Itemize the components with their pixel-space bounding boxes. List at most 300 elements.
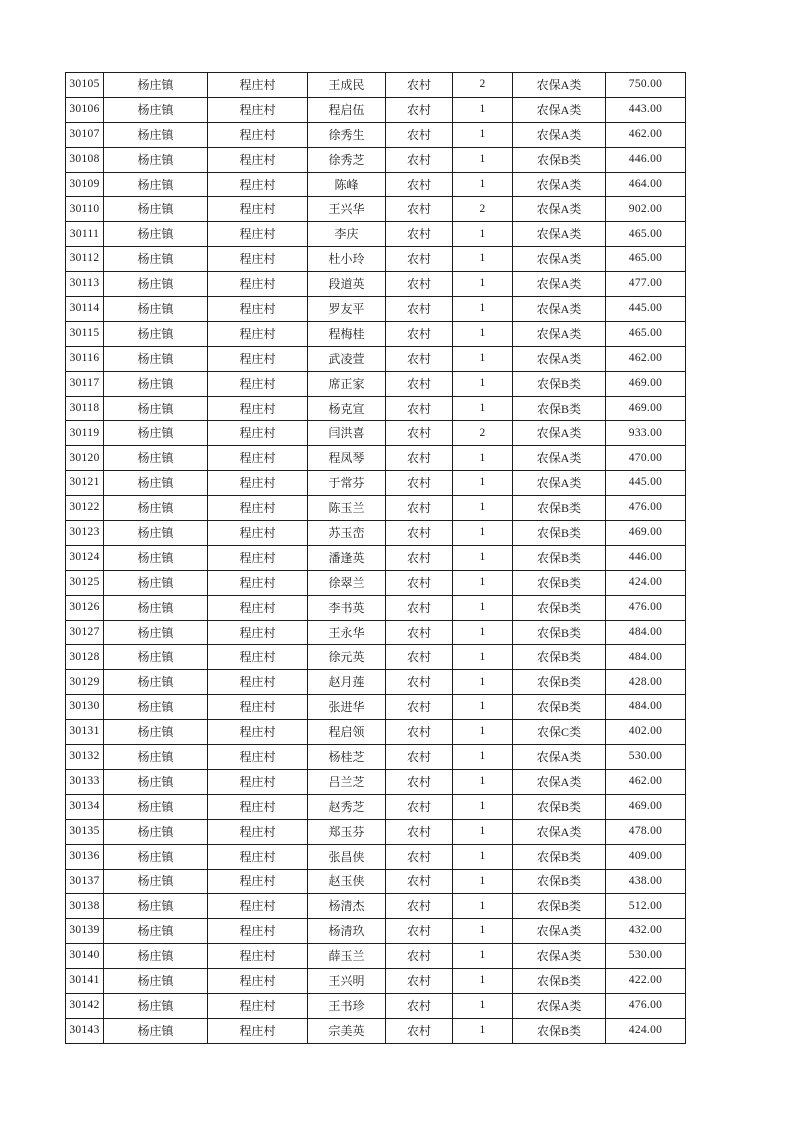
table-row: [66, 247, 686, 272]
cell-insurance-category: 农保A类: [513, 73, 606, 98]
cell-residence-type: 农村: [386, 894, 453, 919]
cell-person-name: 陈玉兰: [308, 496, 386, 521]
cell-village: 程庄村: [208, 794, 308, 819]
cell-residence-type: 农村: [386, 471, 453, 496]
cell-insurance-category: 农保A类: [513, 446, 606, 471]
cell-village: 程庄村: [208, 769, 308, 794]
cell-person-name: 王永华: [308, 620, 386, 645]
cell-person-name: 苏玉峦: [308, 521, 386, 546]
cell-insurance-category: 农保B类: [513, 570, 606, 595]
cell-person-count: 1: [453, 1018, 513, 1043]
cell-person-count: 1: [453, 147, 513, 172]
cell-town: 杨庄镇: [104, 570, 208, 595]
cell-town: 杨庄镇: [104, 496, 208, 521]
table-row: [66, 869, 686, 894]
cell-record-id: 30130: [66, 695, 104, 720]
cell-insurance-category: 农保A类: [513, 919, 606, 944]
table-row: [66, 769, 686, 794]
cell-person-name: 程启伍: [308, 97, 386, 122]
cell-record-id: 30138: [66, 894, 104, 919]
cell-person-count: 1: [453, 545, 513, 570]
cell-residence-type: 农村: [386, 346, 453, 371]
cell-town: 杨庄镇: [104, 147, 208, 172]
cell-amount: 402.00: [606, 720, 686, 745]
cell-person-count: 1: [453, 720, 513, 745]
cell-town: 杨庄镇: [104, 471, 208, 496]
table-row: [66, 570, 686, 595]
cell-amount: 462.00: [606, 346, 686, 371]
cell-person-count: 1: [453, 695, 513, 720]
cell-village: 程庄村: [208, 869, 308, 894]
table-row: [66, 272, 686, 297]
cell-record-id: 30126: [66, 595, 104, 620]
cell-record-id: 30140: [66, 944, 104, 969]
table-row: [66, 521, 686, 546]
cell-town: 杨庄镇: [104, 222, 208, 247]
cell-residence-type: 农村: [386, 969, 453, 994]
cell-amount: 469.00: [606, 396, 686, 421]
cell-town: 杨庄镇: [104, 297, 208, 322]
table-row: [66, 969, 686, 994]
cell-person-name: 赵秀芝: [308, 794, 386, 819]
cell-residence-type: 农村: [386, 446, 453, 471]
cell-residence-type: 农村: [386, 844, 453, 869]
cell-village: 程庄村: [208, 993, 308, 1018]
cell-person-name: 罗友平: [308, 297, 386, 322]
cell-residence-type: 农村: [386, 97, 453, 122]
cell-town: 杨庄镇: [104, 745, 208, 770]
cell-insurance-category: 农保A类: [513, 471, 606, 496]
cell-person-name: 王书珍: [308, 993, 386, 1018]
cell-amount: 484.00: [606, 620, 686, 645]
cell-record-id: 30109: [66, 172, 104, 197]
cell-person-count: 1: [453, 670, 513, 695]
cell-village: 程庄村: [208, 570, 308, 595]
cell-residence-type: 农村: [386, 869, 453, 894]
cell-town: 杨庄镇: [104, 396, 208, 421]
cell-person-count: 2: [453, 197, 513, 222]
cell-insurance-category: 农保A类: [513, 745, 606, 770]
cell-person-name: 武凌萱: [308, 346, 386, 371]
cell-amount: 465.00: [606, 321, 686, 346]
cell-person-name: 赵玉侠: [308, 869, 386, 894]
cell-residence-type: 农村: [386, 620, 453, 645]
cell-village: 程庄村: [208, 545, 308, 570]
cell-amount: 484.00: [606, 695, 686, 720]
cell-town: 杨庄镇: [104, 521, 208, 546]
cell-village: 程庄村: [208, 919, 308, 944]
cell-residence-type: 农村: [386, 421, 453, 446]
cell-person-name: 闫洪喜: [308, 421, 386, 446]
cell-town: 杨庄镇: [104, 421, 208, 446]
cell-record-id: 30124: [66, 545, 104, 570]
cell-town: 杨庄镇: [104, 545, 208, 570]
cell-record-id: 30105: [66, 73, 104, 98]
cell-insurance-category: 农保B类: [513, 844, 606, 869]
cell-person-name: 杨克宣: [308, 396, 386, 421]
cell-town: 杨庄镇: [104, 122, 208, 147]
cell-insurance-category: 农保A类: [513, 346, 606, 371]
cell-person-name: 张进华: [308, 695, 386, 720]
cell-person-name: 程梅桂: [308, 321, 386, 346]
cell-record-id: 30119: [66, 421, 104, 446]
cell-residence-type: 农村: [386, 247, 453, 272]
cell-village: 程庄村: [208, 496, 308, 521]
cell-person-name: 吕兰芝: [308, 769, 386, 794]
cell-record-id: 30129: [66, 670, 104, 695]
cell-residence-type: 农村: [386, 794, 453, 819]
cell-amount: 438.00: [606, 869, 686, 894]
cell-village: 程庄村: [208, 1018, 308, 1043]
table-row: [66, 346, 686, 371]
table-row: [66, 297, 686, 322]
cell-village: 程庄村: [208, 645, 308, 670]
cell-amount: 469.00: [606, 794, 686, 819]
cell-record-id: 30141: [66, 969, 104, 994]
cell-town: 杨庄镇: [104, 969, 208, 994]
cell-insurance-category: 农保A类: [513, 993, 606, 1018]
cell-town: 杨庄镇: [104, 446, 208, 471]
cell-insurance-category: 农保B类: [513, 521, 606, 546]
cell-insurance-category: 农保A类: [513, 247, 606, 272]
cell-residence-type: 农村: [386, 919, 453, 944]
table-row: [66, 73, 686, 98]
cell-person-name: 郑玉芬: [308, 819, 386, 844]
cell-person-count: 2: [453, 73, 513, 98]
cell-town: 杨庄镇: [104, 272, 208, 297]
cell-record-id: 30111: [66, 222, 104, 247]
cell-record-id: 30132: [66, 745, 104, 770]
cell-residence-type: 农村: [386, 745, 453, 770]
cell-amount: 424.00: [606, 570, 686, 595]
cell-person-name: 张昌侠: [308, 844, 386, 869]
cell-person-name: 宗美英: [308, 1018, 386, 1043]
cell-town: 杨庄镇: [104, 595, 208, 620]
cell-residence-type: 农村: [386, 819, 453, 844]
cell-amount: 469.00: [606, 521, 686, 546]
table-row: [66, 222, 686, 247]
cell-record-id: 30128: [66, 645, 104, 670]
cell-village: 程庄村: [208, 944, 308, 969]
cell-town: 杨庄镇: [104, 321, 208, 346]
cell-person-count: 1: [453, 346, 513, 371]
cell-amount: 446.00: [606, 545, 686, 570]
cell-person-count: 1: [453, 446, 513, 471]
cell-insurance-category: 农保A类: [513, 222, 606, 247]
table-row: [66, 645, 686, 670]
cell-insurance-category: 农保B类: [513, 147, 606, 172]
cell-village: 程庄村: [208, 670, 308, 695]
table-row: [66, 471, 686, 496]
cell-residence-type: 农村: [386, 147, 453, 172]
cell-person-name: 徐秀芝: [308, 147, 386, 172]
cell-village: 程庄村: [208, 197, 308, 222]
table-row: [66, 720, 686, 745]
pension-roster-table: [65, 72, 686, 1044]
cell-person-name: 徐翠兰: [308, 570, 386, 595]
cell-record-id: 30120: [66, 446, 104, 471]
cell-residence-type: 农村: [386, 695, 453, 720]
cell-insurance-category: 农保A类: [513, 197, 606, 222]
table-row: [66, 147, 686, 172]
cell-insurance-category: 农保A类: [513, 97, 606, 122]
cell-insurance-category: 农保A类: [513, 272, 606, 297]
cell-village: 程庄村: [208, 297, 308, 322]
cell-insurance-category: 农保B类: [513, 620, 606, 645]
cell-record-id: 30134: [66, 794, 104, 819]
cell-insurance-category: 农保A类: [513, 944, 606, 969]
table-row: [66, 496, 686, 521]
cell-amount: 424.00: [606, 1018, 686, 1043]
cell-village: 程庄村: [208, 147, 308, 172]
table-row: [66, 396, 686, 421]
table-row: [66, 122, 686, 147]
cell-insurance-category: 农保B类: [513, 794, 606, 819]
cell-person-count: 1: [453, 396, 513, 421]
cell-person-count: 1: [453, 993, 513, 1018]
cell-person-count: 1: [453, 645, 513, 670]
cell-village: 程庄村: [208, 745, 308, 770]
cell-village: 程庄村: [208, 97, 308, 122]
cell-village: 程庄村: [208, 720, 308, 745]
cell-insurance-category: 农保A类: [513, 819, 606, 844]
cell-person-name: 潘逢英: [308, 545, 386, 570]
cell-person-name: 徐元英: [308, 645, 386, 670]
cell-amount: 445.00: [606, 471, 686, 496]
cell-record-id: 30123: [66, 521, 104, 546]
cell-town: 杨庄镇: [104, 844, 208, 869]
cell-residence-type: 农村: [386, 371, 453, 396]
cell-insurance-category: 农保B类: [513, 670, 606, 695]
cell-person-name: 程凤琴: [308, 446, 386, 471]
cell-residence-type: 农村: [386, 396, 453, 421]
cell-person-name: 杨桂芝: [308, 745, 386, 770]
table-row: [66, 371, 686, 396]
table-row: [66, 919, 686, 944]
cell-person-count: 1: [453, 297, 513, 322]
cell-record-id: 30133: [66, 769, 104, 794]
table-row: [66, 944, 686, 969]
cell-insurance-category: 农保B类: [513, 595, 606, 620]
cell-person-name: 李庆: [308, 222, 386, 247]
cell-town: 杨庄镇: [104, 794, 208, 819]
cell-record-id: 30136: [66, 844, 104, 869]
table-row: [66, 745, 686, 770]
cell-amount: 750.00: [606, 73, 686, 98]
cell-person-count: 1: [453, 869, 513, 894]
cell-person-count: 1: [453, 819, 513, 844]
cell-person-name: 杨清杰: [308, 894, 386, 919]
table-row: [66, 595, 686, 620]
cell-insurance-category: 农保A类: [513, 321, 606, 346]
cell-person-count: 1: [453, 919, 513, 944]
cell-person-count: 1: [453, 471, 513, 496]
cell-person-name: 赵月莲: [308, 670, 386, 695]
cell-village: 程庄村: [208, 73, 308, 98]
cell-insurance-category: 农保C类: [513, 720, 606, 745]
cell-town: 杨庄镇: [104, 645, 208, 670]
cell-person-count: 1: [453, 894, 513, 919]
cell-village: 程庄村: [208, 894, 308, 919]
cell-town: 杨庄镇: [104, 819, 208, 844]
cell-town: 杨庄镇: [104, 720, 208, 745]
cell-residence-type: 农村: [386, 769, 453, 794]
cell-village: 程庄村: [208, 819, 308, 844]
cell-insurance-category: 农保B类: [513, 695, 606, 720]
cell-residence-type: 农村: [386, 297, 453, 322]
cell-insurance-category: 农保A类: [513, 122, 606, 147]
cell-insurance-category: 农保B类: [513, 371, 606, 396]
cell-amount: 477.00: [606, 272, 686, 297]
cell-amount: 432.00: [606, 919, 686, 944]
cell-record-id: 30137: [66, 869, 104, 894]
cell-person-count: 1: [453, 97, 513, 122]
cell-amount: 465.00: [606, 222, 686, 247]
cell-insurance-category: 农保B类: [513, 894, 606, 919]
cell-village: 程庄村: [208, 595, 308, 620]
cell-amount: 443.00: [606, 97, 686, 122]
cell-insurance-category: 农保B类: [513, 396, 606, 421]
cell-town: 杨庄镇: [104, 97, 208, 122]
cell-town: 杨庄镇: [104, 869, 208, 894]
table-row: [66, 545, 686, 570]
cell-insurance-category: 农保B类: [513, 645, 606, 670]
cell-person-name: 席正家: [308, 371, 386, 396]
cell-amount: 484.00: [606, 645, 686, 670]
cell-amount: 933.00: [606, 421, 686, 446]
cell-person-name: 杨清玖: [308, 919, 386, 944]
cell-insurance-category: 农保B类: [513, 545, 606, 570]
cell-person-count: 1: [453, 570, 513, 595]
cell-town: 杨庄镇: [104, 172, 208, 197]
cell-amount: 476.00: [606, 496, 686, 521]
cell-residence-type: 农村: [386, 993, 453, 1018]
table-row: [66, 197, 686, 222]
cell-residence-type: 农村: [386, 197, 453, 222]
cell-person-name: 王成民: [308, 73, 386, 98]
cell-person-name: 王兴明: [308, 969, 386, 994]
cell-amount: 470.00: [606, 446, 686, 471]
cell-person-name: 杜小玲: [308, 247, 386, 272]
cell-record-id: 30142: [66, 993, 104, 1018]
cell-village: 程庄村: [208, 346, 308, 371]
cell-person-name: 李书英: [308, 595, 386, 620]
cell-record-id: 30106: [66, 97, 104, 122]
table-row: [66, 1018, 686, 1043]
cell-town: 杨庄镇: [104, 371, 208, 396]
cell-amount: 530.00: [606, 745, 686, 770]
cell-town: 杨庄镇: [104, 993, 208, 1018]
cell-record-id: 30107: [66, 122, 104, 147]
cell-person-count: 1: [453, 321, 513, 346]
cell-person-count: 1: [453, 521, 513, 546]
cell-town: 杨庄镇: [104, 695, 208, 720]
cell-village: 程庄村: [208, 122, 308, 147]
cell-town: 杨庄镇: [104, 620, 208, 645]
cell-record-id: 30139: [66, 919, 104, 944]
cell-residence-type: 农村: [386, 1018, 453, 1043]
cell-village: 程庄村: [208, 969, 308, 994]
cell-town: 杨庄镇: [104, 1018, 208, 1043]
cell-person-count: 1: [453, 222, 513, 247]
cell-person-name: 程启领: [308, 720, 386, 745]
cell-village: 程庄村: [208, 222, 308, 247]
cell-residence-type: 农村: [386, 545, 453, 570]
cell-person-count: 1: [453, 247, 513, 272]
cell-village: 程庄村: [208, 272, 308, 297]
cell-residence-type: 农村: [386, 595, 453, 620]
cell-residence-type: 农村: [386, 521, 453, 546]
cell-village: 程庄村: [208, 471, 308, 496]
cell-insurance-category: 农保A类: [513, 297, 606, 322]
cell-person-count: 1: [453, 844, 513, 869]
cell-amount: 422.00: [606, 969, 686, 994]
cell-town: 杨庄镇: [104, 346, 208, 371]
cell-town: 杨庄镇: [104, 197, 208, 222]
cell-amount: 462.00: [606, 769, 686, 794]
table-row: [66, 620, 686, 645]
cell-person-count: 1: [453, 794, 513, 819]
cell-record-id: 30127: [66, 620, 104, 645]
cell-residence-type: 农村: [386, 720, 453, 745]
cell-person-count: 1: [453, 969, 513, 994]
cell-village: 程庄村: [208, 446, 308, 471]
cell-insurance-category: 农保A类: [513, 421, 606, 446]
cell-amount: 530.00: [606, 944, 686, 969]
cell-village: 程庄村: [208, 396, 308, 421]
table-body: [66, 73, 686, 1044]
cell-residence-type: 农村: [386, 321, 453, 346]
cell-residence-type: 农村: [386, 172, 453, 197]
cell-person-count: 1: [453, 371, 513, 396]
cell-record-id: 30115: [66, 321, 104, 346]
cell-record-id: 30118: [66, 396, 104, 421]
cell-amount: 446.00: [606, 147, 686, 172]
cell-town: 杨庄镇: [104, 944, 208, 969]
cell-person-count: 1: [453, 745, 513, 770]
cell-village: 程庄村: [208, 371, 308, 396]
cell-person-count: 1: [453, 172, 513, 197]
cell-residence-type: 农村: [386, 122, 453, 147]
cell-person-name: 王兴华: [308, 197, 386, 222]
cell-insurance-category: 农保B类: [513, 496, 606, 521]
table-row: [66, 97, 686, 122]
table-row: [66, 844, 686, 869]
cell-person-count: 2: [453, 421, 513, 446]
cell-village: 程庄村: [208, 521, 308, 546]
table-row: [66, 670, 686, 695]
cell-record-id: 30114: [66, 297, 104, 322]
cell-residence-type: 农村: [386, 222, 453, 247]
cell-insurance-category: 农保B类: [513, 869, 606, 894]
cell-town: 杨庄镇: [104, 247, 208, 272]
cell-amount: 902.00: [606, 197, 686, 222]
cell-insurance-category: 农保A类: [513, 769, 606, 794]
cell-village: 程庄村: [208, 247, 308, 272]
cell-person-name: 陈峰: [308, 172, 386, 197]
cell-person-name: 于常芬: [308, 471, 386, 496]
cell-record-id: 30122: [66, 496, 104, 521]
cell-residence-type: 农村: [386, 73, 453, 98]
cell-person-name: 徐秀生: [308, 122, 386, 147]
cell-insurance-category: 农保B类: [513, 1018, 606, 1043]
cell-village: 程庄村: [208, 421, 308, 446]
cell-person-count: 1: [453, 272, 513, 297]
cell-amount: 464.00: [606, 172, 686, 197]
table-row: [66, 993, 686, 1018]
cell-residence-type: 农村: [386, 645, 453, 670]
cell-residence-type: 农村: [386, 272, 453, 297]
